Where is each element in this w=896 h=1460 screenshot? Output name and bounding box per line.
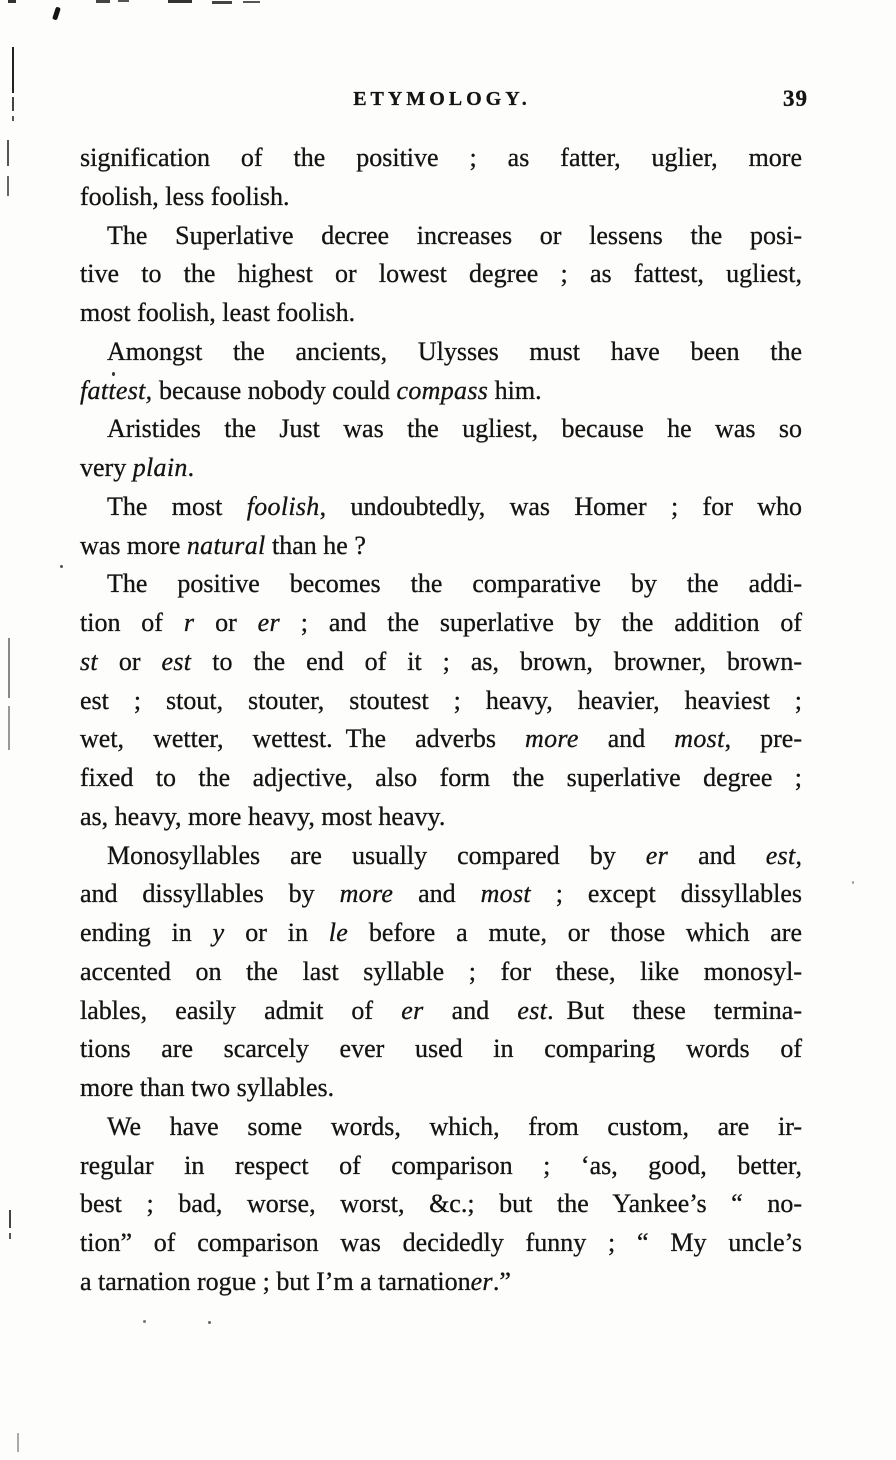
text-line: most foolish, least foolish.	[80, 298, 356, 327]
scan-edge-dash	[8, 0, 16, 3]
scan-edge-line	[7, 140, 9, 166]
text-line: very plain.	[80, 453, 195, 482]
text-line: Amongst the ancients, Ulysses must have been the	[107, 336, 802, 366]
ink-speck	[143, 1320, 146, 1323]
text-line: st or est to the end of it ; as, brown, browner, brown-	[80, 646, 802, 676]
text-line: tion” of comparison was decidedly funny ; “ My uncle’s	[80, 1228, 802, 1257]
scan-edge-line	[8, 706, 10, 750]
scan-edge-line	[9, 1210, 11, 1228]
text-line: accented on the last syllable ; for these, like monosyl-	[80, 956, 802, 986]
body-text	[80, 139, 802, 1302]
scan-edge-line	[7, 176, 9, 196]
text-line: and dissyllables by more and most ; except dissyllables	[80, 879, 802, 909]
scan-edge-dash	[243, 1, 260, 3]
ink-speck	[112, 372, 115, 376]
scan-edge-dash	[96, 0, 110, 3]
text-line: as, heavy, more heavy, most heavy.	[80, 801, 446, 831]
text-line: best ; bad, worse, worst, &c.; but the Yankee’s “ no-	[80, 1189, 802, 1219]
text-line: tion of r or er ; and the superlative by the addition of	[80, 608, 802, 637]
scan-edge-line	[9, 1233, 11, 1239]
text-line: wet, wetter, wettest. The adverbs more and most, pre-	[80, 724, 803, 754]
text-line: a tarnation rogue ; but I’m a tarnationer.”	[80, 1266, 511, 1296]
text-line: was more natural than he ?	[80, 530, 366, 560]
ink-speck	[60, 565, 63, 568]
scan-edge-line	[12, 47, 14, 93]
text-line: tive to the highest or lowest degree ; as fattest, ugliest,	[80, 259, 802, 289]
text-line: foolish, less foolish.	[80, 181, 290, 211]
text-line: The positive becomes the comparative by the addi-	[107, 569, 802, 599]
text-line: ending in y or in le before a mute, or those which are	[80, 918, 802, 947]
page-header	[80, 86, 808, 120]
text-line: signification of the positive ; as fatter, uglier, more	[80, 143, 802, 172]
page-number: 39	[783, 86, 808, 111]
ink-speck	[208, 1321, 211, 1324]
scan-edge-line	[12, 116, 14, 121]
scan-edge-dash	[118, 0, 129, 2]
scan-edge-dash	[168, 0, 192, 3]
ink-speck	[852, 881, 854, 884]
text-line: lables, easily admit of er and est. But these termina-	[80, 995, 802, 1025]
text-line: Aristides the Just was the ugliest, because he was so	[107, 414, 802, 444]
running-title: ETYMOLOGY.	[353, 88, 531, 110]
scan-edge-line	[17, 1433, 19, 1452]
text-line: fixed to the adjective, also form the superlative degree ;	[80, 763, 802, 792]
scan-edge-dash	[212, 1, 232, 4]
text-line: fattest, because nobody could compass him.	[80, 375, 542, 405]
scan-edge-line	[12, 97, 14, 111]
text-line: regular in respect of comparison ; ‘as, good, better,	[80, 1150, 802, 1180]
text-line: Monosyllables are usually compared by er and est,	[107, 840, 802, 870]
text-line: We have some words, which, from custom, are ir-	[107, 1111, 802, 1141]
text-line: The most foolish, undoubtedly, was Homer ; for who	[107, 491, 802, 521]
text-line: est ; stout, stouter, stoutest ; heavy, heavier, heaviest ;	[80, 685, 802, 715]
text-line: more than two syllables.	[80, 1073, 335, 1102]
text-line: The Superlative decree increases or lessens the posi-	[107, 220, 802, 250]
scan-edge-line	[8, 638, 10, 698]
text-line: tions are scarcely ever used in comparing words of	[80, 1034, 802, 1064]
ink-mark	[52, 7, 61, 21]
